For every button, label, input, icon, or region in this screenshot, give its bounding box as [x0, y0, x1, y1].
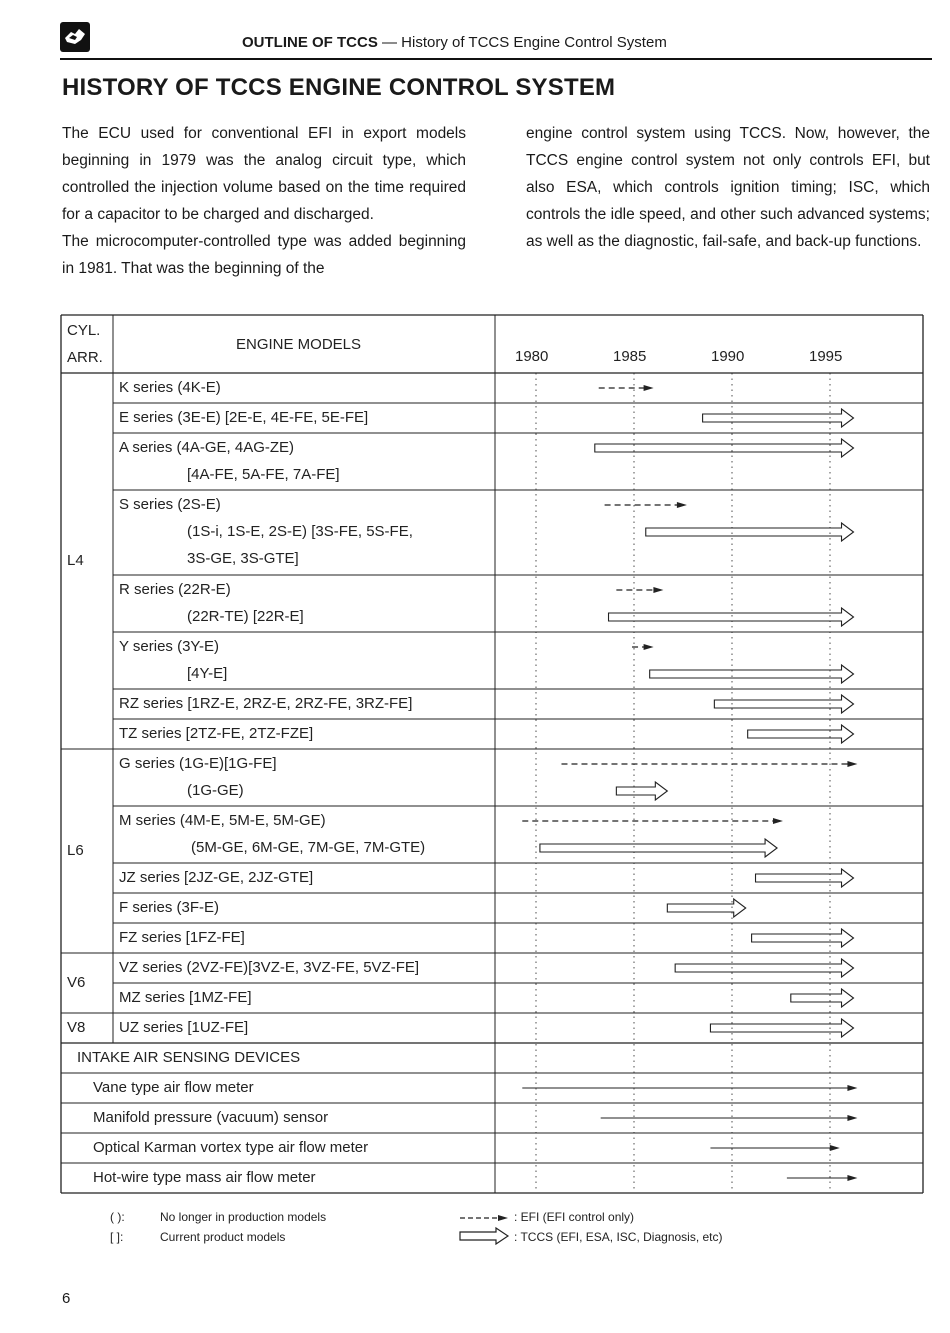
legend-bracket-text: Current product models: [160, 1230, 286, 1244]
efi-dashed-arrow-head: [644, 644, 654, 650]
engine-model-entry: VZ series (2VZ-FE)[3VZ-E, 3VZ-FE, 5VZ-FE]: [119, 959, 420, 976]
engine-model-entry: (5M-GE, 6M-GE, 7M-GE, 7M-GTE): [191, 839, 426, 856]
efi-dashed-arrow-head: [847, 761, 857, 767]
body-left-column: [62, 120, 466, 282]
engine-model-entry: UZ series [1UZ-FE]: [119, 1019, 249, 1036]
tccs-arrow: [609, 608, 854, 626]
intake-device-label: Hot-wire type mass air flow meter: [93, 1169, 316, 1186]
cylinder-group-label: L6: [67, 842, 84, 859]
tccs-arrow: [616, 782, 667, 800]
header-section: OUTLINE OF TCCS: [242, 34, 378, 51]
header-arr-label: ARR.: [67, 349, 103, 366]
engine-model-entry: RZ series [1RZ-E, 2RZ-E, 2RZ-FE, 3RZ-FE]: [119, 695, 413, 712]
efi-dashed-arrow-head: [653, 587, 663, 593]
engine-model-entry: TZ series [2TZ-FE, 2TZ-FZE]: [119, 725, 314, 742]
engine-model-entry: A series (4A-GE, 4AG-ZE): [119, 439, 295, 456]
tccs-arrow: [540, 839, 777, 857]
tccs-arrow: [703, 409, 854, 427]
engine-model-entry: FZ series [1FZ-FE]: [119, 929, 245, 946]
engine-model-entry: 3S-GE, 3S-GTE]: [187, 550, 299, 567]
page-title: HISTORY OF TCCS ENGINE CONTROL SYSTEM: [62, 74, 616, 101]
intake-device-label: Optical Karman vortex type air flow meter: [93, 1139, 369, 1156]
section-logo-icon: [60, 22, 90, 52]
cylinder-group-label: V6: [67, 974, 86, 991]
intake-heading: INTAKE AIR SENSING DEVICES: [77, 1049, 301, 1066]
tccs-arrow: [650, 665, 854, 683]
tccs-arrow: [675, 959, 853, 977]
intake-arrow-head: [847, 1085, 857, 1091]
intake-arrow-head: [847, 1115, 857, 1121]
legend-tccs-text: : TCCS (EFI, ESA, ISC, Diagnosis, etc): [514, 1230, 723, 1244]
engine-model-entry: [4A-FE, 5A-FE, 7A-FE]: [187, 466, 340, 483]
body-paragraph: The microcomputer-controlled type was added beginning in 1981. That was the beginning of the: [62, 233, 466, 277]
intake-arrow-head: [830, 1145, 840, 1151]
intake-arrow-head: [847, 1175, 857, 1181]
intake-device-label: Vane type air flow meter: [93, 1079, 254, 1096]
legend-efi-arrowhead: [498, 1215, 508, 1221]
running-header: [242, 34, 667, 51]
engine-model-entry: MZ series [1MZ-FE]: [119, 989, 252, 1006]
engine-model-entry: (22R-TE) [22R-E]: [187, 608, 304, 625]
cylinder-group-label: V8: [67, 1019, 86, 1036]
tccs-arrow: [748, 725, 854, 743]
tccs-arrow: [667, 899, 745, 917]
tccs-arrow: [756, 869, 854, 887]
efi-dashed-arrow-head: [644, 385, 654, 391]
header-engine-models: ENGINE MODELS: [236, 336, 362, 353]
efi-dashed-arrow-head: [773, 818, 783, 824]
header-subtitle: — History of TCCS Engine Control System: [382, 34, 667, 51]
body-paragraph: engine control system using TCCS. Now, however, the TCCS engine control system not only controls EFI, but also ESA, which controls ignition timing; ISC, which controls the idle speed, and other such advanced systems; as well as the diagnostic, fail-safe, and back-up functions.: [526, 125, 930, 250]
engine-model-entry: F series (3F-E): [119, 899, 220, 916]
body-paragraph: The ECU used for conventional EFI in export models beginning in 1979 was the analog circuit type, which controlled the injection volume based on the time required for a capacitor to be charged and discharged.: [62, 125, 466, 223]
engine-model-entry: M series (4M-E, 5M-E, 5M-GE): [119, 812, 326, 829]
efi-dashed-arrow-head: [677, 502, 687, 508]
year-label: 1985: [613, 348, 647, 365]
legend-efi-text: : EFI (EFI control only): [514, 1210, 635, 1224]
engine-model-entry: [4Y-E]: [187, 665, 228, 682]
engine-model-entry: R series (22R-E): [119, 581, 231, 598]
legend-tccs-arrow: [460, 1228, 508, 1244]
tccs-arrow: [714, 695, 853, 713]
engine-model-entry: (1G-GE): [187, 782, 244, 799]
engine-model-entry: (1S-i, 1S-E, 2S-E) [3S-FE, 5S-FE,: [187, 523, 413, 540]
engine-model-entry: S series (2S-E): [119, 496, 221, 513]
header-rule: [60, 58, 932, 60]
engine-model-entry: JZ series [2JZ-GE, 2JZ-GTE]: [119, 869, 314, 886]
legend-paren-text: No longer in production models: [160, 1210, 327, 1224]
year-label: 1980: [515, 348, 549, 365]
tccs-arrow: [752, 929, 854, 947]
tccs-arrow: [791, 989, 854, 1007]
header-cyl-label: CYL.: [67, 322, 101, 339]
engine-model-entry: G series (1G-E)[1G-FE]: [119, 755, 277, 772]
page-number: 6: [62, 1290, 71, 1307]
legend-paren-symbol: ( ):: [110, 1210, 125, 1224]
intake-device-label: Manifold pressure (vacuum) sensor: [93, 1109, 329, 1126]
engine-model-entry: Y series (3Y-E): [119, 638, 220, 655]
legend-bracket-symbol: [ ]:: [110, 1230, 124, 1244]
legend-symbols: [458, 1210, 518, 1250]
year-label: 1995: [809, 348, 843, 365]
engine-model-entry: K series (4K-E): [119, 379, 221, 396]
engine-model-entry: E series (3E-E) [2E-E, 4E-FE, 5E-FE]: [119, 409, 369, 426]
tccs-arrow: [595, 439, 854, 457]
tccs-arrow: [646, 523, 854, 541]
body-right-column: [526, 120, 930, 255]
year-label: 1990: [711, 348, 745, 365]
cylinder-group-label: L4: [67, 552, 84, 569]
